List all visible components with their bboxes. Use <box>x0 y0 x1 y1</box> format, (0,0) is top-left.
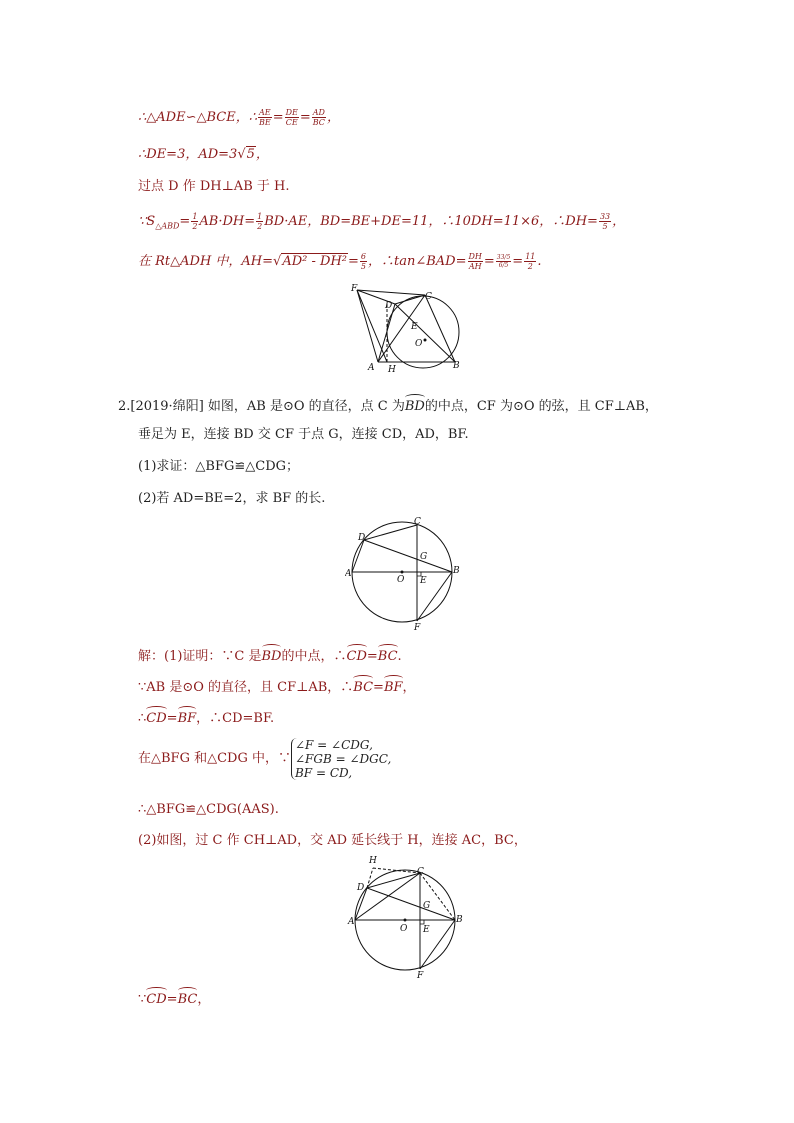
arc-bc: BC <box>378 645 398 666</box>
label-a: A <box>368 363 375 373</box>
geometry-figure-2 <box>345 515 465 633</box>
s6-text: (2)如图，过 C 作 CH⊥AD，交 AD 延长线于 H，连接 AC，BC， <box>138 833 527 848</box>
solution-line-de-ad: ∴DE=3，AD=3√5， <box>138 147 269 162</box>
area-s: ∵S <box>138 214 156 229</box>
s3-a: ∴ <box>138 711 147 726</box>
arc-cd: CD <box>146 707 166 728</box>
solution-step-5 <box>138 801 279 819</box>
solution-line-tan: 在 Rt△ADH 中，AH=√AD² - DH²= $\frac{6}{5}$ ，∴tan∠BAD= $\frac{DH}{AH}$ = $\frac{33/5}{6/5}$ = $\frac{11}{2}$ . <box>138 252 542 271</box>
solution-line-area: $\because S_{\triangle ABD}=$ $\frac{1}{2}$ AB·DH= $\frac{1}{2}$ BD·AE，BD=BE+DE=11，∴10DH=11×6，∴DH= $\frac{33}{5}$ ， <box>138 212 626 231</box>
arc-bd: BD <box>262 645 282 666</box>
similar-text: ∴△ADE∽△BCE，∴ <box>138 110 257 125</box>
label-b: B <box>453 566 460 576</box>
problem-2-stem <box>118 395 658 416</box>
label-h: H <box>388 365 396 375</box>
solution-step-1 <box>138 645 402 666</box>
fraction-dh-value: $\frac{33}{5}$ <box>599 212 611 231</box>
tan-a: 在 Rt△ADH 中，AH= <box>138 254 274 269</box>
s5-text: ∴△BFG≌△CDG(AAS). <box>138 802 279 817</box>
label-b: B <box>453 361 460 371</box>
label-o: O <box>397 575 405 585</box>
problem-2-stem-line2 <box>138 426 469 444</box>
label-b: B <box>456 915 463 925</box>
q2-text: (2)若 AD=BE=2，求 BF 的长. <box>138 491 326 506</box>
label-e: E <box>411 322 418 332</box>
radicand-ad-dh: AD² - DH² <box>282 254 347 269</box>
condition-brace <box>291 738 391 780</box>
arc-cd: CD <box>347 645 367 666</box>
label-g: G <box>423 901 431 911</box>
fraction-dh-ah: $\frac{DH}{AH}$ <box>468 252 482 271</box>
brace-cond-2: ∠FGB = ∠DGC, <box>294 752 392 766</box>
label-a: A <box>348 917 355 927</box>
s3-eq: = <box>166 711 178 726</box>
solution-step-3 <box>138 707 274 728</box>
geometry-figure-1 <box>345 282 470 377</box>
arc-bc: BC <box>178 988 198 1009</box>
solution-step-4 <box>138 738 391 780</box>
problem-source: 2.[2019·绵阳] <box>118 399 204 414</box>
label-f: F <box>414 623 421 633</box>
fraction-de-ce: $\frac{DE}{CE}$ <box>285 108 298 127</box>
fraction-ad-bc: $\frac{AD}{BC}$ <box>312 108 325 127</box>
tan-c: ，∴tan∠BAD= <box>368 254 467 269</box>
label-a: A <box>345 569 352 579</box>
solution-step-2 <box>138 676 416 697</box>
s1-end: . <box>397 649 402 664</box>
q1-text: (1)求证：△BFG≌△CDG； <box>138 459 300 474</box>
s2-end: ， <box>402 680 416 695</box>
label-d: D <box>358 533 366 543</box>
brace-cond-1: ∠F = ∠CDG, <box>294 738 373 752</box>
solution-step-7 <box>138 988 210 1009</box>
solution-line-similar-triangles: ∴△ADE∽△BCE，∴ $\frac{AE}{BE}$ = $\frac{DE}{CE}$ = $\frac{AD}{BC}$ ， <box>138 108 340 127</box>
tan-eq: = <box>348 254 359 269</box>
label-g: G <box>420 552 428 562</box>
label-c: C <box>417 867 424 877</box>
arc-bd: BD <box>405 395 425 416</box>
stem-b: 的中点，CF 为⊙O 的弦，且 CF⊥AB， <box>424 399 658 414</box>
s7-eq: = <box>166 992 178 1007</box>
label-c: C <box>425 292 432 302</box>
area-b: AB·DH= <box>199 214 256 229</box>
label-e: E <box>420 576 427 586</box>
fraction-ae-be: $\frac{AE}{BE}$ <box>258 108 271 127</box>
arc-cd: CD <box>146 988 166 1009</box>
s2-eq: = <box>373 680 384 695</box>
label-c: C <box>414 517 421 527</box>
area-c: BD·AE，BD=BE+DE=11，∴10DH=11×6，∴DH= <box>264 214 598 229</box>
fraction-half-2: $\frac{1}{2}$ <box>257 212 263 231</box>
stem-line2: 垂足为 E，连接 BD 交 CF 于点 G，连接 CD，AD，BF. <box>138 427 469 442</box>
label-o: O <box>400 924 408 934</box>
fraction-result: $\frac{11}{2}$ <box>525 252 536 271</box>
question-1 <box>138 458 299 476</box>
label-e: E <box>423 925 430 935</box>
solution-step-6 <box>138 832 527 850</box>
nested-fraction: $\frac{33/5}{6/5}$ <box>496 254 511 269</box>
s4-a: 在△BFG 和△CDG 中，∵ <box>138 751 291 766</box>
arc-bc: BC <box>353 676 373 697</box>
fraction-ah: $\frac{6}{5}$ <box>360 252 366 271</box>
arc-bf: BF <box>384 676 403 697</box>
brace-cond-3: BF = CD, <box>294 766 353 780</box>
arc-bf: BF <box>178 707 197 728</box>
s2-a: ∵AB 是⊙O 的直径，且 CF⊥AB，∴ <box>138 680 354 695</box>
s7-a: ∵ <box>138 992 147 1007</box>
label-f: F <box>417 971 424 980</box>
s1-eq: = <box>366 649 378 664</box>
stem-a: 如图，AB 是⊙O 的直径，点 C 为 <box>207 399 405 414</box>
solution-line-construct-dh <box>138 178 289 196</box>
radicand-5: 5 <box>246 147 255 162</box>
geometry-figure-3 <box>345 852 470 980</box>
label-d: D <box>357 883 365 893</box>
s1-a: 解：(1)证明：∵C 是 <box>138 649 262 664</box>
construct-dh-text: 过点 D 作 DH⊥AB 于 H. <box>138 179 290 194</box>
label-o: O <box>415 339 423 349</box>
label-d: D <box>385 301 393 311</box>
s7-end: ， <box>197 992 211 1007</box>
label-h: H <box>369 856 377 866</box>
s1-b: 的中点，∴ <box>281 649 347 664</box>
de-ad-text: ∴DE=3，AD=3 <box>138 147 238 162</box>
question-2 <box>138 490 325 508</box>
area-subscript: △ABD <box>155 221 180 231</box>
fraction-half-1: $\frac{1}{2}$ <box>192 212 198 231</box>
label-f: F <box>351 284 358 294</box>
s3-b: ，∴CD=BF. <box>196 711 275 726</box>
